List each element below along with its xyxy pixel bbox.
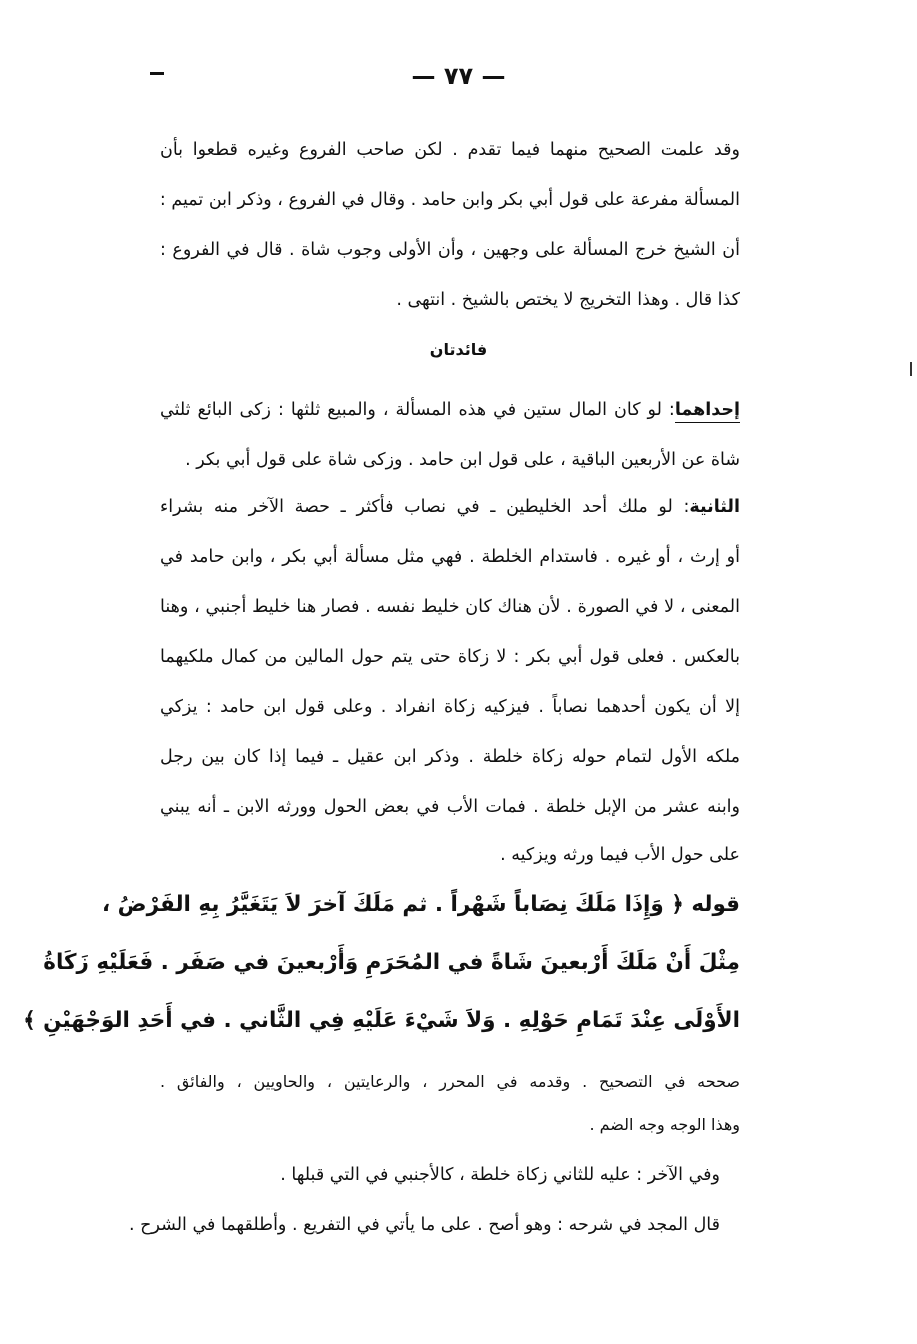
second-note-line: ملكه الأول لتمام حوله زكاة خلطة . وذكر ابن عقيل ـ فيما إذا كان بين رجل xyxy=(160,747,740,767)
verse-label: قوله xyxy=(691,892,740,917)
paragraph-line: كذا قال . وهذا التخريج لا يختص بالشيخ . انتهى . xyxy=(396,290,740,310)
second-note-text: : لو ملك أحد الخليطين ـ في نصاب فأكثر ـ حصة الآخر منه بشراء xyxy=(160,497,690,517)
paragraph-line: المسألة مفرعة على قول أبي بكر وابن حامد . وقال في الفروع ، وذكر ابن تميم : xyxy=(159,190,740,210)
note-line: وهذا الوجه وجه الضم . xyxy=(589,1115,740,1134)
verse-text: ﴿ وَإِذَا مَلَكَ نِصَاباً شَهْراً . ثم مَلَكَ آخرَ لاَ يَتَغَيَّرُ بِهِ الفَرْضُ ، xyxy=(102,892,684,917)
first-note-line xyxy=(160,400,740,420)
paragraph-line: أن الشيخ خرج المسألة على وجهين ، وأن الأولى وجوب شاة . قال في الفروع : xyxy=(160,240,740,260)
first-note-label: إحداهما xyxy=(675,400,740,423)
second-note-line: إلا أن يكون أحدهما نصاباً . فيزكيه زكاة انفراد . وعلى قول ابن حامد : يزكي xyxy=(160,697,740,717)
note-line: صححه في التصحيح . وقدمه في المحرر ، والرعايتين ، والحاويين ، والفائق . xyxy=(160,1072,740,1091)
verse-line: الأَوْلَى عِنْدَ تَمَامِ حَوْلِهِ . وَلاَ شَيْءَ عَلَيْهِ فِي الثَّاني . في أَحَدِ الوَجْهَيْنِ ﴾ xyxy=(23,1008,740,1033)
section-heading: فائدتان xyxy=(429,340,488,359)
second-note-label: الثانية xyxy=(689,497,740,517)
verse-line: مِثْلَ أَنْ مَلَكَ أَرْبعينَ شَاةً في المُحَرَمِ وَأَرْبعينَ في صَفَر . فَعَلَيْهِ زَكَاةُ xyxy=(43,950,740,975)
margin-tick xyxy=(910,362,912,376)
verse-line xyxy=(102,892,740,917)
first-note-line: شاة عن الأربعين الباقية ، على قول ابن حامد . وزكى شاة على قول أبي بكر . xyxy=(185,450,740,470)
final-line: وفي الآخر : عليه للثاني زكاة خلطة ، كالأجنبي في التي قبلها . xyxy=(280,1165,720,1185)
second-note-line xyxy=(160,497,740,517)
page-number: — ٧٧ — xyxy=(411,62,506,90)
second-note-line: المعنى ، لا في الصورة . لأن هناك كان خليط نفسه . فصار هنا خليط أجنبي ، وهنا xyxy=(160,597,740,617)
second-note-line: أو إرث ، أو غيره . فاستدام الخلطة . فهي مثل مسألة أبي بكر ، وابن حامد في xyxy=(160,547,740,567)
first-note-text: : لو كان المال ستين في هذه المسألة ، والمبيع ثلثها : زكى البائع ثلثي xyxy=(160,400,675,420)
paragraph-line: وقد علمت الصحيح منهما فيما تقدم . لكن صاحب الفروع وغيره قطعوا بأن xyxy=(160,140,740,160)
second-note-line: وابنه عشر من الإبل خلطة . فمات الأب في بعض الحول وورثه الابن ـ أنه يبني xyxy=(160,797,740,817)
second-note-line: بالعكس . فعلى قول أبي بكر : لا زكاة حتى يتم حول المالين من كمال ملكيهما xyxy=(160,647,740,667)
second-note-line: على حول الأب فيما ورثه ويزكيه . xyxy=(500,845,740,865)
final-line: قال المجد في شرحه : وهو أصح . على ما يأتي في التفريع . وأطلقهما في الشرح . xyxy=(129,1215,720,1235)
